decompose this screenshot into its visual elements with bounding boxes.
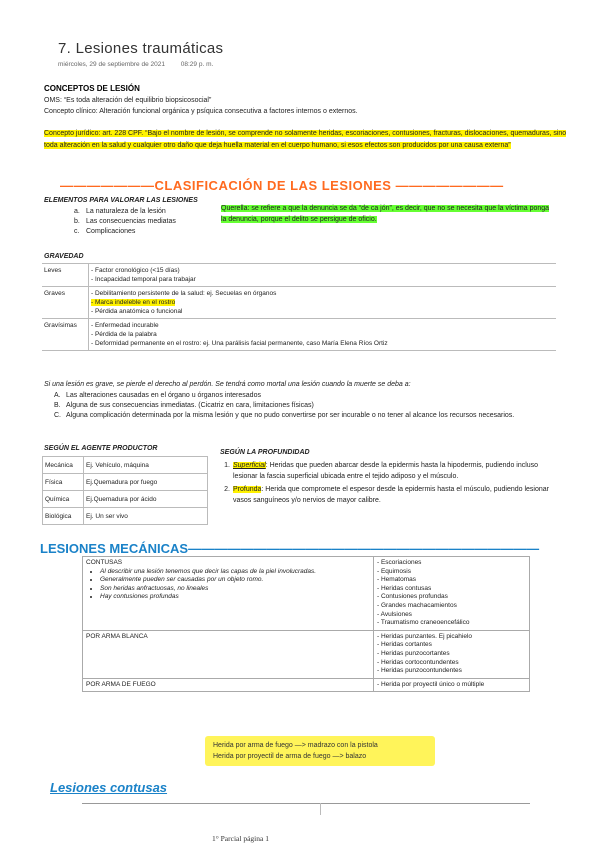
time-text: 08:29 p. m. bbox=[180, 61, 214, 68]
gravedad-heading: GRAVEDAD bbox=[44, 253, 84, 260]
list-item: B. Alguna de sus consecuencias inmediatas. (Cicatriz en cara, limitaciones físicas) bbox=[54, 402, 314, 409]
agente-table bbox=[42, 456, 208, 525]
elemento-item: b. Las consecuencias mediatas bbox=[74, 218, 176, 225]
page-date bbox=[58, 61, 227, 68]
gravedad-items: - Factor cronológico (<15 días) - Incapacidad temporal para trabajar bbox=[89, 264, 557, 287]
arma-blanca-types: - Heridas punzantes. Ej picahielo - Heridas cortantes - Heridas punzocortantes - Heridas cortocontundentes - Heridas punzocontundentes bbox=[374, 630, 530, 678]
profundidad-heading: SEGÚN LA PROFUNDIDAD bbox=[220, 449, 310, 456]
table-row: Química Ej.Quemadura por ácido bbox=[43, 491, 208, 508]
contusas-cell: CONTUSAS • Al describir una lesión tenemos que decir las capas de la piel involucradas. • Generalmente pueden ser causadas por un objeto romo. • Son heridas anfractuosas, no lineales • Hay contusiones profundas bbox=[83, 557, 374, 631]
juridico-text bbox=[44, 128, 574, 151]
querella-note: Querella: se refiere a que la denuncia se da “de ca jón”, es decir, que no se necesita que la víctima ponga la denuncia, porque el delito se persigue de oficio. bbox=[221, 205, 550, 223]
profundidad-list bbox=[216, 461, 556, 506]
table-row bbox=[42, 264, 556, 287]
gravedad-table bbox=[42, 263, 556, 351]
profunda-term: Profunda bbox=[233, 486, 262, 493]
table-row bbox=[42, 287, 556, 319]
table-row bbox=[83, 630, 530, 678]
list-item: 2. Profunda: Herida que compromete el espesor desde la epidermis hasta el músculo, pudiendo lesionar vasos sanguíneos y/o nervios de mayor calibre. bbox=[224, 486, 549, 504]
gravedad-items: - Enfermedad incurable - Pérdida de la palabra - Deformidad permanente en el rostro: ej. Una parálisis facial permanente, caso María Elena Ríos Ortiz bbox=[89, 319, 557, 351]
gravedad-items: - Debilitamiento persistente de la salud: ej. Secuelas en órganos - Marca indeleble en el rostro - Pérdida anatómica o funcional bbox=[89, 287, 557, 319]
juridico-highlight: Concepto jurídico: art. 228 CPF. “Bajo el nombre de lesión, se comprende no solamente heridas, escoriaciones, contusiones, fracturas, dislocaciones, quemaduras, sino toda alteración en la salud y cualquier otro daño que deja huella material en el cuerpo humano, si esos efectos son producidos por una causa externa” bbox=[44, 130, 567, 149]
contusas-types: - Escoriaciones - Equimosis - Hematomas - Heridas contusas - Contusiones profundas - Grandes machacamientos - Avulsiones - Traumatismo craneoencefálico bbox=[374, 557, 530, 631]
gravedad-label: Graves bbox=[42, 287, 89, 319]
table-divider bbox=[320, 803, 321, 815]
arma-fuego-cell: POR ARMA DE FUEGO bbox=[83, 678, 374, 692]
arma-blanca-cell: POR ARMA BLANCA bbox=[83, 630, 374, 678]
marca-highlight: - Marca indeleble en el rostro bbox=[91, 299, 176, 306]
elemento-item: a. La naturaleza de la lesión bbox=[74, 208, 166, 215]
oms-text: OMS: “Es toda alteración del equilibrio biopsicosocial” bbox=[44, 97, 212, 104]
superficial-term: Superficial bbox=[233, 462, 266, 469]
table-row: Mecánica Ej. Vehículo, máquina bbox=[43, 457, 208, 474]
perdon-list bbox=[54, 391, 554, 421]
clinico-text: Concepto clínico: Alteración funcional orgánica y psíquica consecutiva a factores internos o externos. bbox=[44, 108, 358, 115]
concepts-heading: CONCEPTOS DE LESIÓN bbox=[44, 84, 140, 93]
list-item: A. Las alteraciones causadas en el órgano u órganos interesados bbox=[54, 392, 261, 399]
mecanicas-table bbox=[82, 556, 530, 692]
table-row: Biológica Ej. Un ser vivo bbox=[43, 508, 208, 525]
table-top-line bbox=[82, 803, 530, 804]
elemento-item: c. Complicaciones bbox=[74, 228, 136, 235]
table-row bbox=[83, 678, 530, 692]
table-row bbox=[83, 557, 530, 631]
table-row: Física Ej.Quemadura por fuego bbox=[43, 474, 208, 491]
page-footer: 1° Parcial página 1 bbox=[212, 834, 269, 843]
arma-fuego-note: Herida por arma de fuego —> madrazo con la pistola Herida por proyectil de arma de fuego —> balazo bbox=[205, 736, 435, 766]
gravedad-label: Leves bbox=[42, 264, 89, 287]
mecanicas-title: LESIONES MECÁNICAS——————————————————————————— bbox=[40, 541, 540, 556]
arma-fuego-types: - Herida por proyectil único o múltiple bbox=[374, 678, 530, 692]
agente-heading: SEGÚN EL AGENTE PRODUCTOR bbox=[44, 445, 158, 452]
elementos-list bbox=[74, 207, 176, 237]
table-row bbox=[42, 319, 556, 351]
list-item: C. Alguna complicación determinada por la misma lesión y que no pudo convertirse por ser incurable o no tener al alcance los recursos necesarios. bbox=[54, 412, 515, 419]
elementos-heading: ELEMENTOS PARA VALORAR LAS LESIONES bbox=[44, 197, 198, 204]
contusas-heading: Lesiones contusas bbox=[50, 780, 168, 795]
clasificacion-title: ———————CLASIFICACIÓN DE LAS LESIONES ———————— bbox=[60, 178, 504, 193]
gravedad-label: Gravísimas bbox=[42, 319, 89, 351]
perdon-intro: Si una lesión es grave, se pierde el derecho al perdón. Se tendrá como mortal una lesión cuando la muerte se deba a: bbox=[44, 381, 411, 388]
contusas-bullets: • Al describir una lesión tenemos que decir las capas de la piel involucradas. • Generalmente pueden ser causadas por un objeto romo. • Son heridas anfractuosas, no lineales • Hay contusiones profundas bbox=[86, 568, 370, 602]
list-item: 1. Superficial: Heridas que pueden abarcar desde la epidermis hasta la hipodermis, pudiendo incluso lesionar la fascia superficial ubicada entre el tejido adiposo y el músculo. bbox=[224, 462, 539, 480]
date-text: miércoles, 29 de septiembre de 2021 bbox=[58, 61, 165, 68]
page-title: 7. Lesiones traumáticas bbox=[58, 40, 224, 57]
